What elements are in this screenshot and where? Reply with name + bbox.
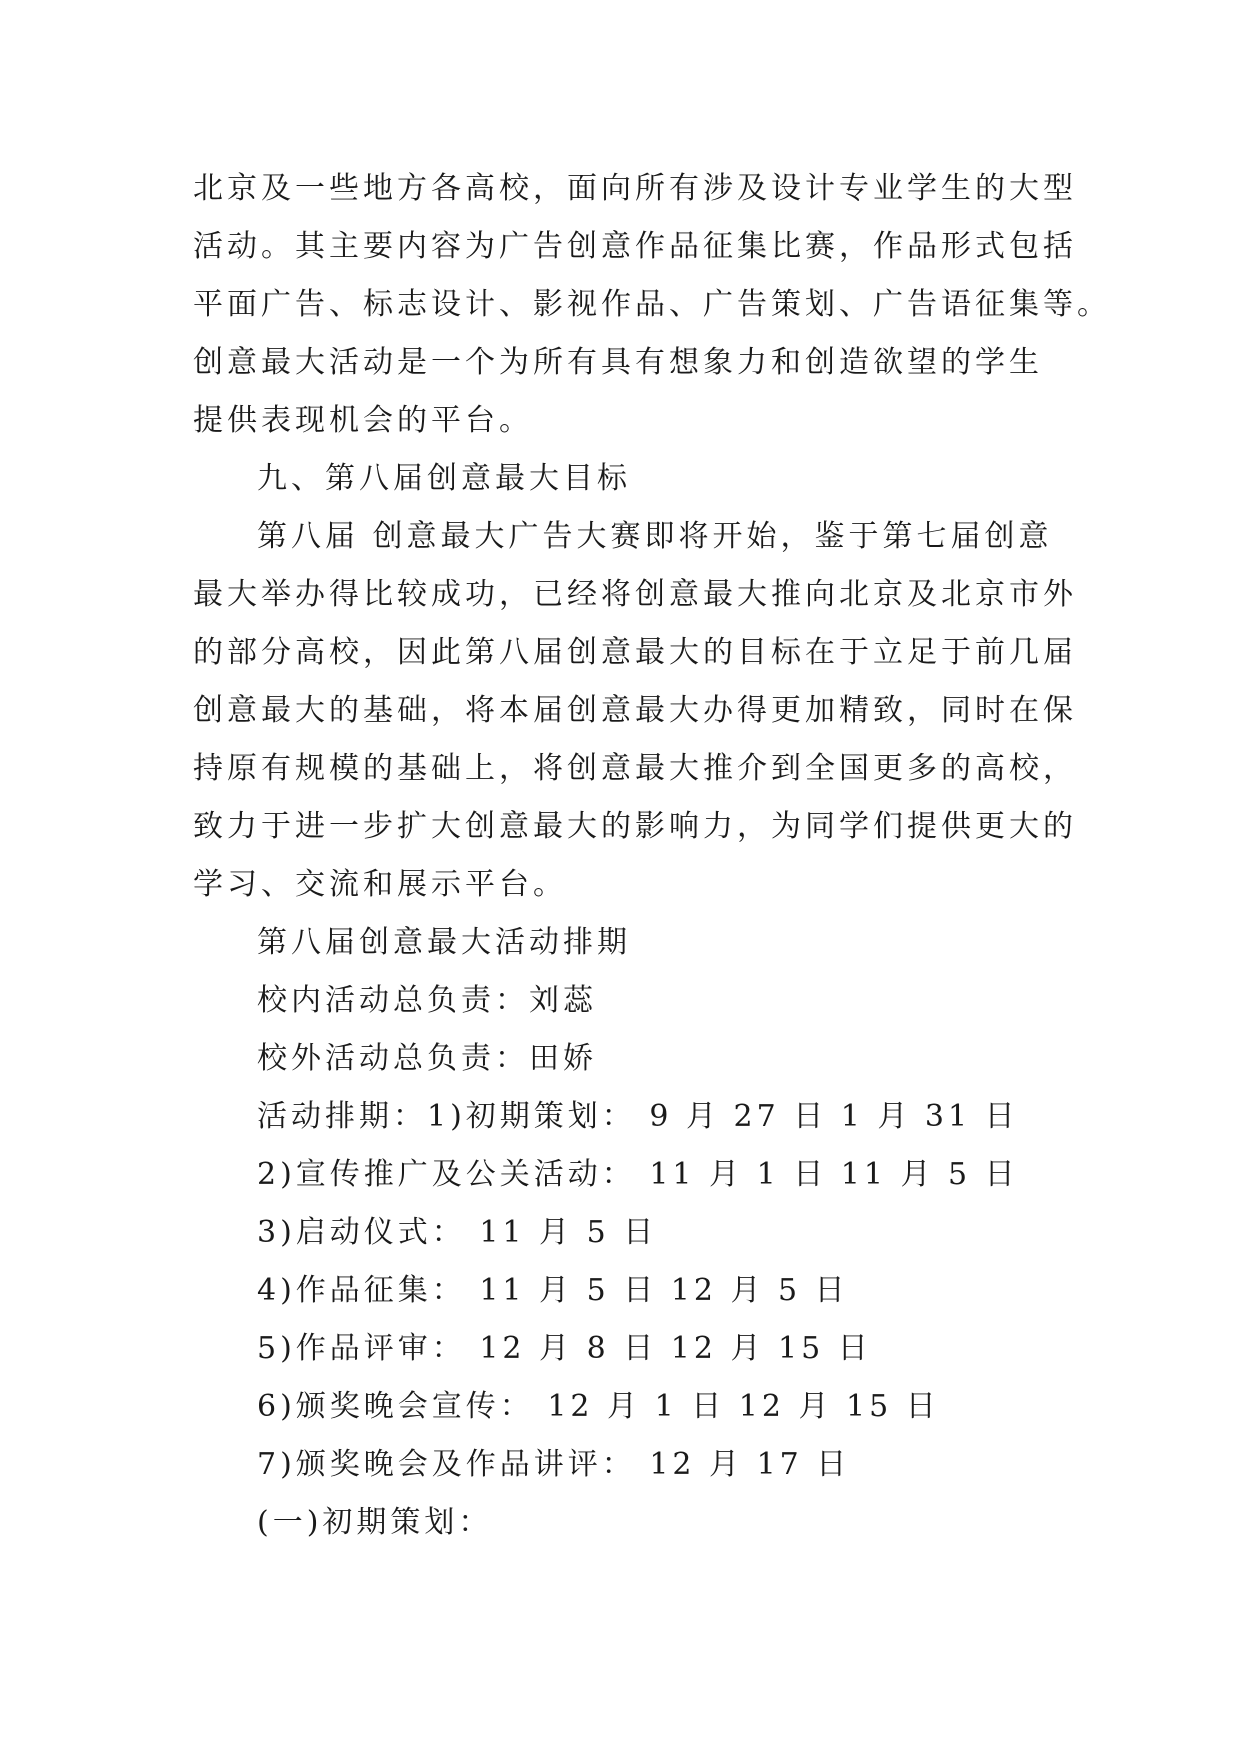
schedule-item: 5)作品评审： 12 月 8 日 12 月 15 日 [257,1331,872,1366]
goal-paragraph-line: 最大举办得比较成功，已经将创意最大推向北京及北京市外 [193,577,1077,612]
subheading: (一)初期策划： [257,1505,493,1540]
goal-paragraph-line: 致力于进一步扩大创意最大的影响力，为同学们提供更大的 [193,809,1077,844]
paragraph-line: 平面广告、标志设计、影视作品、广告策划、广告语征集等。 [193,287,1111,322]
schedule-item: 活动排期：1)初期策划： 9 月 27 日 1 月 31 日 [257,1099,1019,1134]
goal-paragraph-line: 持原有规模的基础上，将创意最大推介到全国更多的高校， [193,751,1077,786]
goal-paragraph-line: 的部分高校，因此第八届创意最大的目标在于立足于前几届 [193,635,1077,670]
section-heading: 九、第八届创意最大目标 [257,461,631,496]
schedule-item: 6)颁奖晚会宣传： 12 月 1 日 12 月 15 日 [257,1389,940,1424]
schedule-item: 2)宣传推广及公关活动： 11 月 1 日 11 月 5 日 [257,1157,1019,1192]
schedule-item: 4)作品征集： 11 月 5 日 12 月 5 日 [257,1273,849,1308]
paragraph-line: 创意最大活动是一个为所有具有想象力和创造欲望的学生 [193,345,1043,380]
paragraph-line: 北京及一些地方各高校，面向所有涉及设计专业学生的大型 [193,171,1077,206]
campus-lead: 校内活动总负责：刘蕊 [257,983,597,1018]
goal-paragraph-line: 创意最大的基础，将本届创意最大办得更加精致，同时在保 [193,693,1077,728]
paragraph-line: 提供表现机会的平台。 [193,403,533,438]
external-lead: 校外活动总负责：田娇 [257,1041,597,1076]
schedule-item: 7)颁奖晚会及作品讲评： 12 月 17 日 [257,1447,851,1482]
goal-paragraph-line: 第八届 创意最大广告大赛即将开始，鉴于第七届创意 [257,519,1053,554]
schedule-title: 第八届创意最大活动排期 [257,925,631,960]
schedule-item: 3)启动仪式： 11 月 5 日 [257,1215,658,1250]
paragraph-line: 活动。其主要内容为广告创意作品征集比赛，作品形式包括 [193,229,1077,264]
goal-paragraph-line: 学习、交流和展示平台。 [193,867,567,902]
document-body [193,160,1111,1552]
